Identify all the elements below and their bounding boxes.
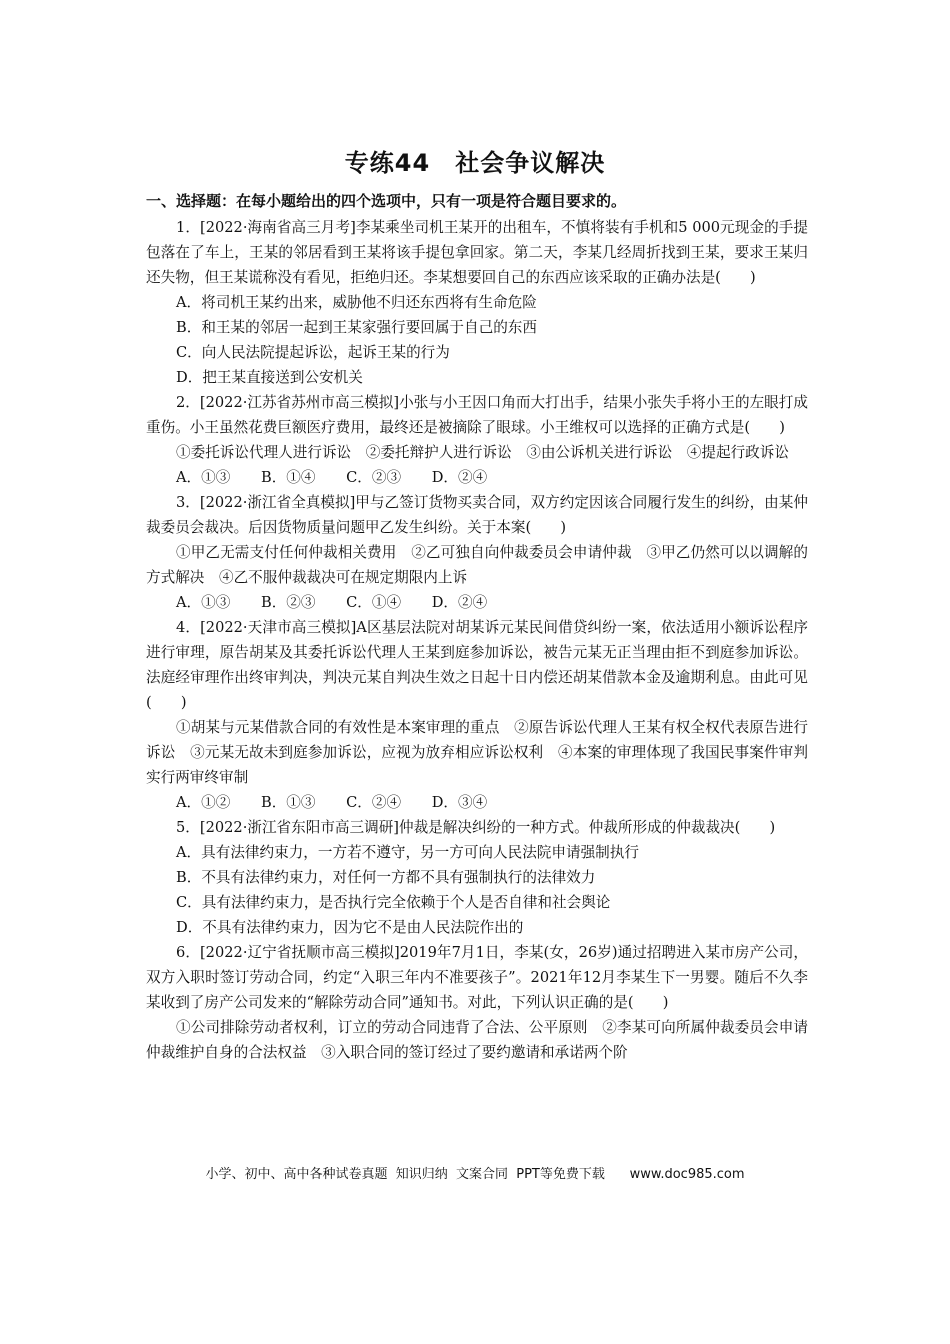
question-3 (146, 490, 808, 615)
question-2 (146, 390, 808, 490)
choice-d: D．③④ (431, 794, 488, 811)
section-heading: 一、选择题：在每小题给出的四个选项中，只有一项是符合题目要求的。 (146, 192, 627, 210)
footer-banner: 小学、初中、高中各种试卷真题 知识归纳 文案合同 PPT等免费下载 www.doc985.com (205, 1167, 745, 1182)
choice-c: C．②④ (346, 794, 402, 811)
question-stem: 2．[2022·江苏省苏州市高三模拟]小张与小王因口角而大打出手，结果小张失手将小王的左眼打成重伤。小王虽然花费巨额医疗费用，最终还是被摘除了眼球。小王维权可以选择的正确方式是( ) (146, 394, 808, 436)
option-b: B．不具有法律约束力，对任何一方都不具有强制执行的法律效力 (176, 869, 596, 886)
question-stem: 5．[2022·浙江省东阳市高三调研]仲裁是解决纠纷的一种方式。仲裁所形成的仲裁裁决( ) (176, 819, 776, 836)
choice-b: B．②③ (260, 594, 316, 611)
option-a: A．将司机王某约出来，威胁他不归还东西将有生命危险 (176, 294, 537, 311)
question-stem: 1．[2022·海南省高三月考]李某乘坐司机王某开的出租车，不慎将装有手机和5 000元现金的手提包落在了车上，王某的邻居看到王某将该手提包拿回家。第二天，李某几经周折找到王某，要求王某归还失物，但王某谎称没有看见，拒绝归还。李某想要回自己的东西应该采取的正确办法是( ) (146, 219, 808, 286)
option-d: D．不具有法律约束力，因为它不是由人民法院作出的 (176, 919, 524, 936)
choice-a: A．①③ (176, 469, 231, 486)
statement-list: ①甲乙无需支付任何仲裁相关费用 ②乙可独自向仲裁委员会申请仲裁 ③甲乙仍然可以以调解的方式解决 ④乙不服仲裁裁决可在规定期限内上诉 (146, 544, 808, 586)
choice-d: D．②④ (431, 469, 488, 486)
question-6 (146, 940, 808, 1065)
question-5 (146, 815, 808, 940)
choice-c: C．①④ (346, 594, 402, 611)
question-1 (146, 215, 808, 390)
option-c: C．向人民法院提起诉讼，起诉王某的行为 (176, 344, 450, 361)
question-list (146, 215, 808, 1065)
choice-d: D．②④ (431, 594, 488, 611)
statement-list: ①胡某与元某借款合同的有效性是本案审理的重点 ②原告诉讼代理人王某有权全权代表原告进行诉讼 ③元某无故未到庭参加诉讼，应视为放弃相应诉讼权利 ④本案的审理体现了我国民事案件审判实行两审终审制 (146, 719, 808, 786)
question-stem: 3．[2022·浙江省全真模拟]甲与乙签订货物买卖合同，双方约定因该合同履行发生的纠纷，由某仲裁委员会裁决。后因货物质量问题甲乙发生纠纷。关于本案( ) (146, 494, 808, 536)
option-d: D．把王某直接送到公安机关 (176, 369, 363, 386)
question-stem: 4．[2022·天津市高三模拟]A区基层法院对胡某诉元某民间借贷纠纷一案，依法适用小额诉讼程序进行审理，原告胡某及其委托诉讼代理人王某到庭参加诉讼，被告元某无正当理由拒不到庭参加诉讼。法庭经审理作出终审判决，判决元某自判决生效之日起十日内偿还胡某借款本金及逾期利息。由此可见( ) (146, 619, 808, 711)
statement-list: ①委托诉讼代理人进行诉讼 ②委托辩护人进行诉讼 ③由公诉机关进行诉讼 ④提起行政诉讼 (176, 444, 789, 461)
choice-c: C．②③ (346, 469, 402, 486)
page-title: 专练44 社会争议解决 (344, 149, 606, 177)
choice-b: B．①④ (260, 469, 316, 486)
answer-choices (146, 790, 808, 815)
choice-a: A．①③ (176, 594, 231, 611)
question-stem: 6．[2022·辽宁省抚顺市高三模拟]2019年7月1日，李某(女，26岁)通过招聘进入某市房产公司，双方入职时签订劳动合同，约定“入职三年内不准要孩子”。2021年12月李某生下一男婴。随后不久李某收到了房产公司发来的“解除劳动合同”通知书。对此，下列认识正确的是( ) (146, 944, 808, 1011)
choice-b: B．①③ (260, 794, 316, 811)
choice-a: A．①② (176, 794, 231, 811)
answer-choices (146, 465, 808, 490)
statement-list: ①公司排除劳动者权利，订立的劳动合同违背了合法、公平原则 ②李某可向所属仲裁委员会申请仲裁维护自身的合法权益 ③入职合同的签订经过了要约邀请和承诺两个阶 (146, 1019, 808, 1061)
option-a: A．具有法律约束力，一方若不遵守，另一方可向人民法院申请强制执行 (176, 844, 639, 861)
option-b: B．和王某的邻居一起到王某家强行要回属于自己的东西 (176, 319, 537, 336)
answer-choices (146, 590, 808, 615)
question-4 (146, 615, 808, 815)
option-c: C．具有法律约束力，是否执行完全依赖于个人是否自律和社会舆论 (176, 894, 611, 911)
